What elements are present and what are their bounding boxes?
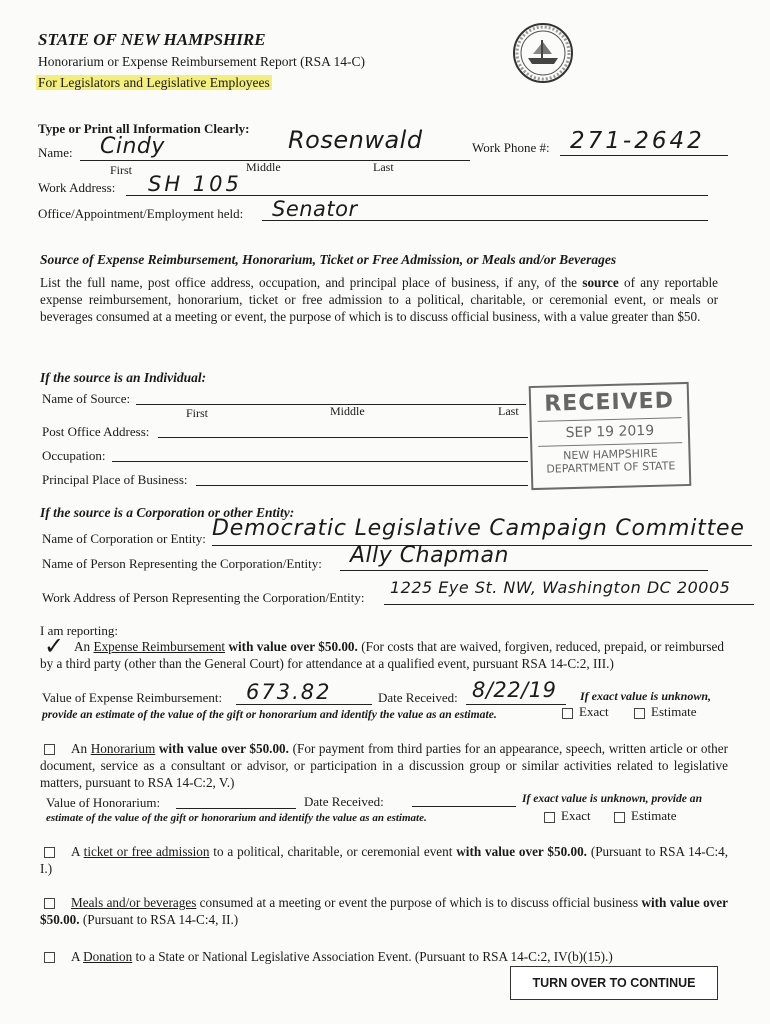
first-name-value[interactable]: Cindy (100, 134, 165, 159)
occupation-label: Occupation: (42, 448, 106, 463)
honorarium-unknown-2: estimate of the value of the gift or honorarium and identify the value as an estimate. (46, 812, 427, 824)
stamp-received: RECEIVED (543, 388, 675, 417)
ppb-label: Principal Place of Business: (42, 472, 188, 487)
audience-label: For Legislators and Legislative Employees (38, 75, 270, 90)
turn-over-label: TURN OVER TO CONTINUE (532, 976, 696, 990)
state-seal-icon (512, 22, 574, 84)
expense-date-value[interactable]: 8/22/19 (472, 678, 557, 702)
rep-name-value[interactable]: Ally Chapman (350, 543, 509, 568)
po-address-line[interactable] (158, 437, 528, 438)
last-caption: Last (373, 160, 394, 174)
source-name-label: Name of Source: (42, 391, 131, 406)
expense-unknown-1: If exact value is unknown, (580, 689, 712, 703)
stamp-agency-1: NEW HAMPSHIRE (563, 446, 658, 463)
middle-caption: Middle (246, 160, 281, 174)
honorarium-exact-checkbox[interactable] (544, 812, 555, 823)
honorarium-estimate-checkbox[interactable] (614, 812, 625, 823)
report-title: Honorarium or Expense Reimbursement Report (RSA 14-C) (38, 54, 365, 69)
corp-name-value[interactable]: Democratic Legislative Campaign Committee (212, 516, 745, 541)
expense-reimbursement-text: An Expense Reimbursement with value over $50.00. (For costs that are waived, forgiven, reduced, prepaid, or reimbursed by a third party (other than the General Court) for attendance at a qualified event, pursuant RSA 14-C:2, III.) (40, 639, 724, 671)
donation-checkbox[interactable] (44, 952, 55, 963)
state-title: STATE OF NEW HAMPSHIRE (38, 30, 266, 49)
first-caption: First (110, 163, 133, 177)
reporting-label: I am reporting: (40, 623, 118, 638)
turn-over-box (510, 966, 718, 1000)
honorarium-estimate-option[interactable]: Estimate (614, 808, 677, 824)
honorarium-date-label: Date Received: (304, 794, 384, 809)
expense-check-icon[interactable]: ✓ (44, 632, 65, 660)
corporation-heading: If the source is a Corporation or other Entity: (40, 505, 295, 520)
office-label: Office/Appointment/Employment held: (38, 206, 244, 221)
honorarium-text: An Honorarium with value over $50.00. (For payment from third parties for an appearance, speech, written article or other document, service as a consultant or advisor, or participation in a discussion group or similar activities related to legislative matters, pursuant to RSA 14-C:2, V.) (40, 741, 729, 790)
expense-estimate-option[interactable]: Estimate (634, 704, 697, 720)
corp-name-label: Name of Corporation or Entity: (42, 531, 206, 546)
expense-unknown-2: provide an estimate of the value of the gift or honorarium and identify the value as an estimate. (42, 708, 497, 721)
ppb-line[interactable] (196, 485, 528, 486)
rep-address-value[interactable]: 1225 Eye St. NW, Washington DC 20005 (390, 578, 731, 597)
last-name-value[interactable]: Rosenwald (288, 126, 423, 154)
ticket-text: A ticket or free admission to a political, charitable, or ceremonial event with value over $50.00. (Pursuant to RSA 14-C:4, I.) (40, 844, 729, 876)
expense-value-label: Value of Expense Reimbursement: (42, 690, 223, 705)
work-phone-value[interactable]: 271-2642 (570, 128, 705, 154)
individual-heading: If the source is an Individual: (40, 370, 207, 385)
received-stamp (529, 382, 692, 490)
occupation-line[interactable] (112, 461, 528, 462)
honorarium-exact-option[interactable]: Exact (544, 808, 591, 824)
work-address-label: Work Address: (38, 180, 116, 195)
donation-text: A Donation to a State or National Legislative Association Event. (Pursuant to RSA 14-C:2, IV(b)(15).) (40, 948, 730, 965)
ind-middle-caption: Middle (330, 404, 365, 418)
expense-date-label: Date Received: (378, 690, 458, 705)
rep-name-label: Name of Person Representing the Corporation/Entity: (42, 556, 322, 571)
meals-text: Meals and/or beverages consumed at a meeting or event the purpose of which is to discuss official business with value over $50.00. (Pursuant to RSA 14-C:4, II.) (40, 895, 728, 927)
honorarium-date-line[interactable] (412, 806, 516, 807)
stamp-agency-2: DEPARTMENT OF STATE (546, 459, 676, 476)
honorarium-checkbox[interactable] (44, 744, 55, 755)
expense-estimate-checkbox[interactable] (634, 708, 645, 719)
expense-exact-checkbox[interactable] (562, 708, 573, 719)
work-phone-label: Work Phone #: (472, 140, 550, 155)
rep-address-line (384, 604, 754, 605)
honorarium-unknown-1: If exact value is unknown, provide an (522, 792, 703, 805)
source-description: List the full name, post office address, occupation, and principal place of business, if any, of the source of any reportable expense reimbursement, honorarium, ticket or free admission to a political, charitable, or ceremonial event, or meals or beverages consumed at a meeting or event, the purpose of which is to discuss official business, with a value greater than $50. (40, 275, 719, 324)
expense-value[interactable]: 673.82 (246, 680, 332, 704)
expense-date-line (466, 704, 566, 705)
ind-first-caption: First (186, 406, 209, 420)
rep-name-line (340, 570, 708, 571)
source-heading: Source of Expense Reimbursement, Honorarium, Ticket or Free Admission, or Meals and/or Beverages (40, 252, 617, 267)
name-label: Name: (38, 145, 73, 160)
stamp-date: SEP 19 2019 (565, 422, 655, 442)
ticket-checkbox[interactable] (44, 847, 55, 858)
rep-address-label: Work Address of Person Representing the Corporation/Entity: (42, 590, 365, 605)
office-value[interactable]: Senator (272, 197, 358, 221)
honorarium-value-label: Value of Honorarium: (46, 795, 161, 810)
honorarium-value-line[interactable] (176, 808, 296, 809)
expense-value-line (236, 704, 372, 705)
po-address-label: Post Office Address: (42, 424, 150, 439)
meals-checkbox[interactable] (44, 898, 55, 909)
instructions-label: Type or Print all Information Clearly: (38, 121, 250, 136)
expense-exact-option[interactable]: Exact (562, 704, 609, 720)
ind-last-caption: Last (498, 404, 519, 418)
phone-line (560, 155, 728, 156)
work-address-value[interactable]: SH 105 (148, 172, 242, 196)
